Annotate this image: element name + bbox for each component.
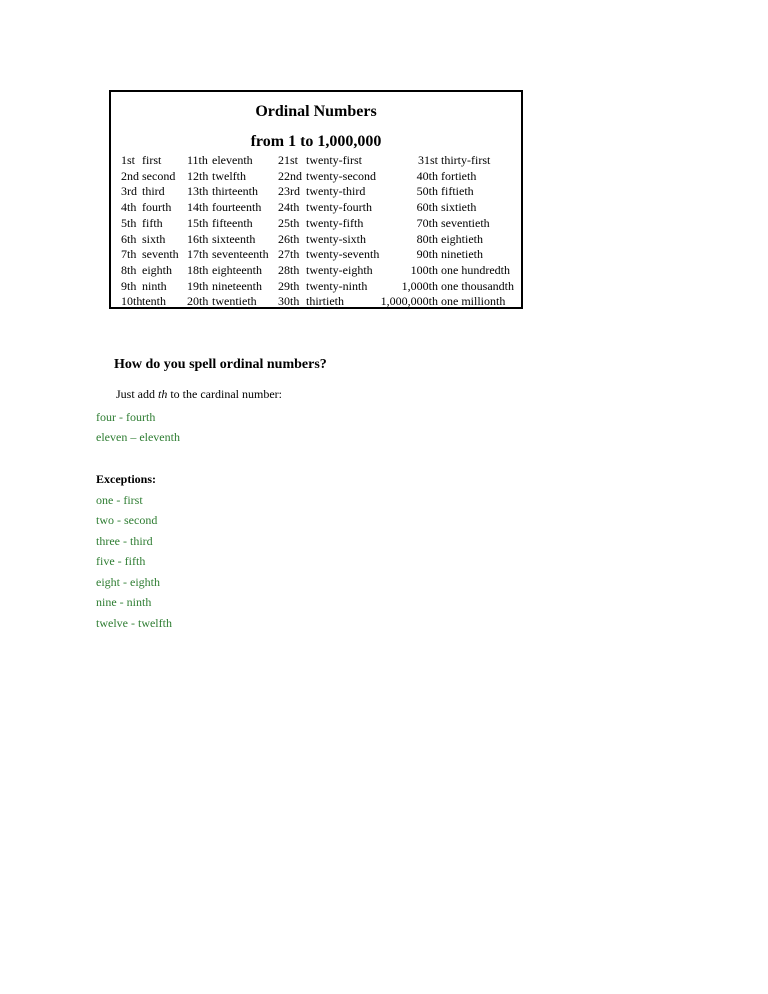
ordinal-number: 18th xyxy=(187,262,209,277)
ordinal-word: twenty-seventh xyxy=(306,247,380,262)
ordinal-word: twenty-second xyxy=(306,168,376,183)
table-subtitle: from 1 to 1,000,000 xyxy=(250,133,382,150)
ordinal-word: first xyxy=(142,153,162,167)
ordinal-word: nineteenth xyxy=(212,278,262,293)
ordinal-number: 11th xyxy=(187,153,208,167)
ordinal-number: 3rd xyxy=(121,184,137,199)
ordinal-word: fourteenth xyxy=(212,200,262,215)
exception-line: five - fifth xyxy=(96,554,146,568)
ordinal-word: thirtieth xyxy=(306,294,344,309)
ordinal-number: 4th xyxy=(121,200,137,215)
ordinal-word: sixth xyxy=(142,231,166,246)
ordinal-number: 50th xyxy=(416,184,438,199)
ordinal-word: second xyxy=(142,168,176,183)
ordinal-word: fifteenth xyxy=(212,215,253,230)
ordinal-number: 70th xyxy=(416,215,438,230)
ordinal-number: 100th xyxy=(410,262,438,277)
ordinal-word: fortieth xyxy=(441,168,477,183)
intro-text xyxy=(116,387,282,402)
ordinal-word: fiftieth xyxy=(441,184,474,199)
ordinal-number: 25th xyxy=(278,215,300,230)
ordinal-word: twenty-ninth xyxy=(306,278,368,293)
ordinal-number: 30th xyxy=(278,294,300,309)
intro-italic: th xyxy=(158,387,168,401)
ordinal-word: twentieth xyxy=(212,294,257,309)
ordinal-word: seventh xyxy=(142,247,179,262)
ordinal-number: 29th xyxy=(278,278,300,293)
intro-after: to the cardinal number: xyxy=(167,387,282,401)
exception-line: three - third xyxy=(96,534,153,548)
ordinal-word: fifth xyxy=(142,215,163,230)
ordinal-word: fourth xyxy=(142,200,172,215)
ordinal-number: 20th xyxy=(187,294,209,309)
ordinal-number: 2nd xyxy=(121,168,139,183)
ordinal-word: twenty-fourth xyxy=(306,200,372,215)
ordinal-word: twenty-third xyxy=(306,184,366,199)
ordinal-word: twenty-sixth xyxy=(306,231,366,246)
ordinal-number: 31st xyxy=(417,153,438,167)
ordinal-word: eightieth xyxy=(441,231,483,246)
exception-line: nine - ninth xyxy=(96,595,152,609)
ordinal-number: 7th xyxy=(121,247,137,262)
ordinal-word: ninetieth xyxy=(441,247,483,262)
ordinal-number: 8th xyxy=(121,262,137,277)
exception-line: twelve - twelfth xyxy=(96,616,172,630)
example-line: four - fourth xyxy=(96,410,156,424)
ordinal-number: 1st xyxy=(121,153,136,167)
ordinal-number: 12th xyxy=(187,168,209,183)
ordinal-number: 90th xyxy=(416,247,438,262)
ordinal-number: 24th xyxy=(278,200,300,215)
table-title: Ordinal Numbers xyxy=(255,103,377,120)
ordinal-number: 13th xyxy=(187,184,209,199)
ordinal-word: eleventh xyxy=(212,153,253,167)
ordinal-number: 17th xyxy=(187,247,209,262)
ordinal-word: sixteenth xyxy=(212,231,256,246)
ordinal-word: tenth xyxy=(142,294,166,309)
ordinal-number: 28th xyxy=(278,262,300,277)
ordinal-word: third xyxy=(142,184,165,199)
ordinal-number: 5th xyxy=(121,215,137,230)
ordinal-number: 15th xyxy=(187,215,209,230)
exception-line: one - first xyxy=(96,493,143,507)
ordinal-word: eighth xyxy=(142,262,172,277)
ordinal-number: 19th xyxy=(187,278,209,293)
ordinal-number: 22nd xyxy=(278,168,302,183)
ordinal-number: 23rd xyxy=(278,184,300,199)
ordinal-word: twelfth xyxy=(212,168,246,183)
section-heading: How do you spell ordinal numbers? xyxy=(114,357,327,372)
ordinal-word: thirty-first xyxy=(441,153,491,167)
ordinal-word: seventeenth xyxy=(212,247,269,262)
exception-line: eight - eighth xyxy=(96,575,160,589)
ordinal-word: seventieth xyxy=(441,215,490,230)
ordinal-number: 16th xyxy=(187,231,209,246)
ordinal-number: 26th xyxy=(278,231,300,246)
ordinal-number: 40th xyxy=(416,168,438,183)
ordinal-word: sixtieth xyxy=(441,200,477,215)
exceptions-label: Exceptions: xyxy=(96,472,156,486)
ordinal-word: eighteenth xyxy=(212,262,262,277)
ordinal-word: thirteenth xyxy=(212,184,258,199)
ordinal-number: 1,000,000th xyxy=(380,294,438,309)
ordinal-word: one millionth xyxy=(441,294,506,309)
ordinal-number: 1,000th xyxy=(401,278,438,293)
ordinal-number: 14th xyxy=(187,200,209,215)
ordinal-number: 6th xyxy=(121,231,137,246)
ordinal-word: ninth xyxy=(142,278,167,293)
example-line: eleven – eleventh xyxy=(96,430,180,444)
ordinal-number: 80th xyxy=(416,231,438,246)
ordinal-word: twenty-first xyxy=(306,153,362,167)
ordinal-number: 27th xyxy=(278,247,300,262)
ordinal-number: 10th xyxy=(121,294,143,309)
ordinal-word: one hundredth xyxy=(441,262,510,277)
ordinal-word: one thousandth xyxy=(441,278,514,293)
ordinal-word: twenty-fifth xyxy=(306,215,364,230)
ordinal-numbers-table xyxy=(109,90,523,309)
ordinal-number: 9th xyxy=(121,278,137,293)
ordinal-number: 21st xyxy=(278,153,299,167)
exception-line: two - second xyxy=(96,513,158,527)
ordinal-word: twenty-eighth xyxy=(306,262,373,277)
intro-before: Just add xyxy=(116,387,158,401)
ordinal-number: 60th xyxy=(416,200,438,215)
